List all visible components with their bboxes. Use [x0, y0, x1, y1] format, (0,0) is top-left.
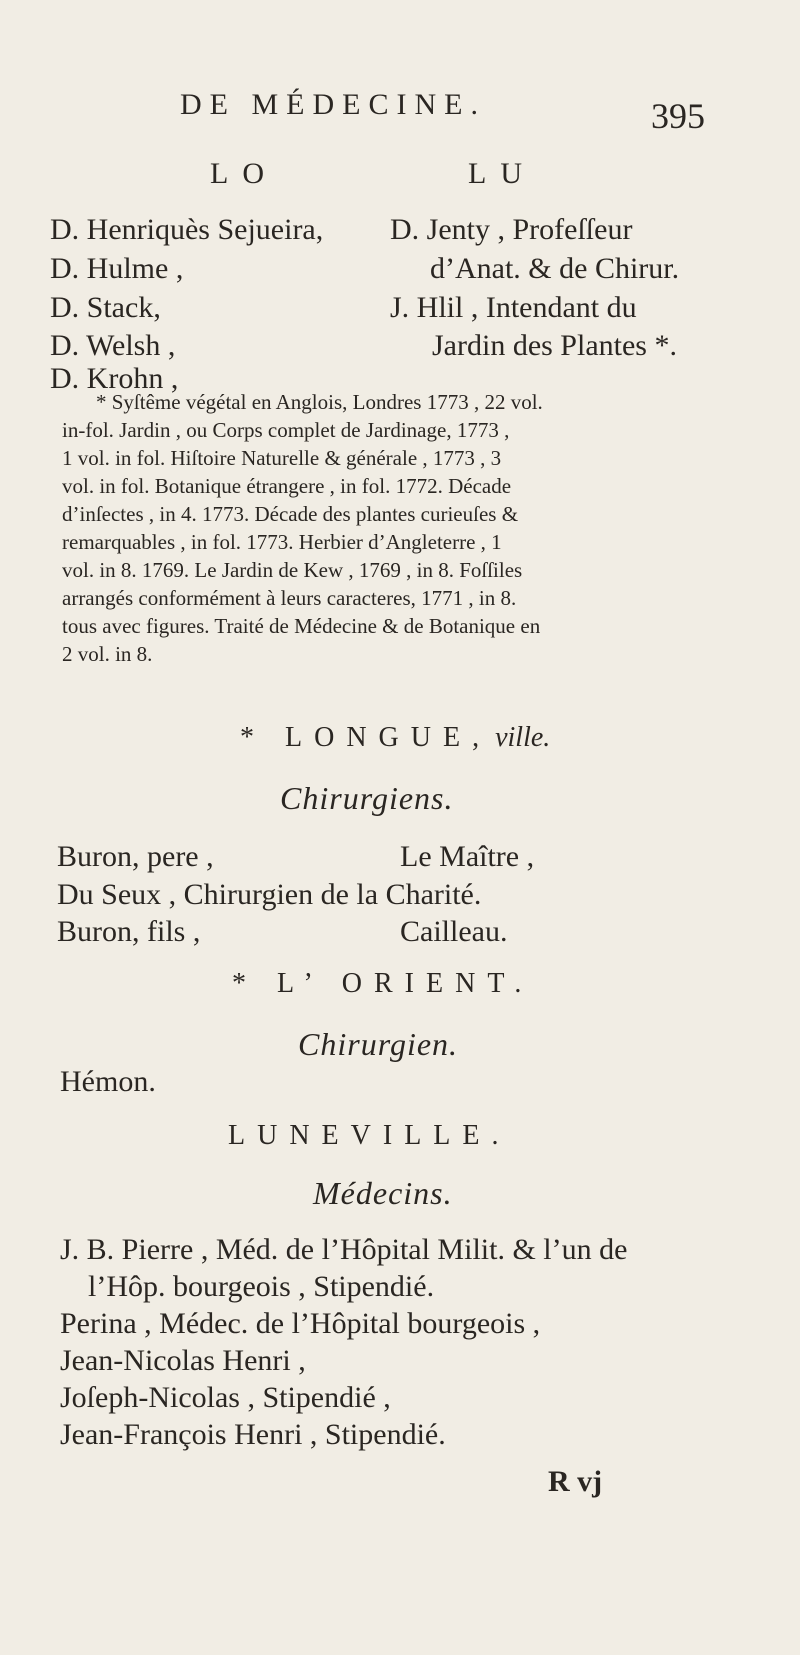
- column-head-left: LO: [210, 157, 278, 190]
- entry-jenty-cont: d’Anat. & de Chirur.: [430, 252, 680, 285]
- entry-henriques: D. Henriquès Sejueira,: [50, 213, 324, 246]
- entry-jean-nicolas-henri: Jean-Nicolas Henri ,: [60, 1344, 306, 1377]
- section-heading-orient: * L’ ORIENT.: [232, 968, 534, 999]
- footnote-line: vol. in 8. 1769. Le Jardin de Kew , 1769 , in 8. Foſſiles: [62, 558, 523, 582]
- entry-du-seux: Du Seux , Chirurgien de la Charité.: [57, 878, 482, 911]
- footnote-line: remarquables , in fol. 1773. Herbier d’Angleterre , 1: [62, 530, 502, 554]
- entry-jenty: D. Jenty , Profeſſeur: [390, 213, 633, 246]
- footnote-line: * Syſtême végétal en Anglois, Londres 1773 , 22 vol.: [96, 390, 543, 414]
- entry-perina: Perina , Médec. de l’Hôpital bourgeois ,: [60, 1307, 541, 1340]
- section-heading-caps: * LONGUE,: [240, 722, 492, 753]
- footnote-line: arrangés conformément à leurs caracteres, 1771 , in 8.: [62, 586, 517, 610]
- entry-hlil-cont: Jardin des Plantes *.: [432, 329, 677, 362]
- page-number: 395: [651, 96, 705, 136]
- catchword: R vj: [548, 1465, 603, 1498]
- footnote-line: 1 vol. in fol. Hiſtoire Naturelle & générale , 1773 , 3: [62, 446, 502, 470]
- entry-hulme: D. Hulme ,: [50, 252, 184, 285]
- entry-welsh: D. Welsh ,: [50, 329, 176, 362]
- running-header: DE MÉDECINE.: [180, 88, 486, 121]
- subheading-chirurgiens: Chirurgiens.: [280, 780, 454, 816]
- footnote-line: tous avec figures. Traité de Médecine & de Botanique en: [62, 614, 541, 638]
- entry-joseph-nicolas: Joſeph-Nicolas , Stipendié ,: [60, 1381, 391, 1414]
- footnote-line: vol. in fol. Botanique étrangere , in fol. 1772. Décade: [62, 474, 512, 498]
- entry-cailleau: Cailleau.: [400, 915, 508, 948]
- entry-hlil: J. Hlil , Intendant du: [390, 291, 637, 324]
- entry-pierre: J. B. Pierre , Méd. de l’Hôpital Milit. & l’un de: [60, 1233, 628, 1266]
- entry-pierre-cont: l’Hôp. bourgeois , Stipendié.: [88, 1270, 435, 1303]
- footnote-line: 2 vol. in 8.: [62, 642, 153, 666]
- entry-stack: D. Stack,: [50, 291, 161, 324]
- column-head-right: LU: [468, 157, 536, 190]
- footnote-line: in-fol. Jardin , ou Corps complet de Jardinage, 1773 ,: [62, 418, 510, 442]
- entry-jean-francois-henri: Jean-François Henri , Stipendié.: [60, 1418, 446, 1451]
- entry-buron-pere: Buron, pere ,: [57, 840, 214, 873]
- footnote-line: d’inſectes , in 4. 1773. Décade des plantes curieuſes &: [62, 502, 519, 526]
- entry-buron-fils: Buron, fils ,: [57, 915, 201, 948]
- section-heading-italic: ville.: [495, 722, 551, 753]
- subheading-chirurgien: Chirurgien.: [298, 1026, 459, 1062]
- footnote: [62, 388, 722, 668]
- entry-hemon: Hémon.: [60, 1065, 156, 1098]
- entry-le-maitre: Le Maître ,: [400, 840, 535, 873]
- entry-krohn: D. Krohn ,: [50, 362, 179, 395]
- section-heading-luneville: LUNEVILLE.: [228, 1120, 511, 1151]
- section-heading-longue: [240, 722, 550, 754]
- subheading-medecins: Médecins.: [313, 1175, 453, 1211]
